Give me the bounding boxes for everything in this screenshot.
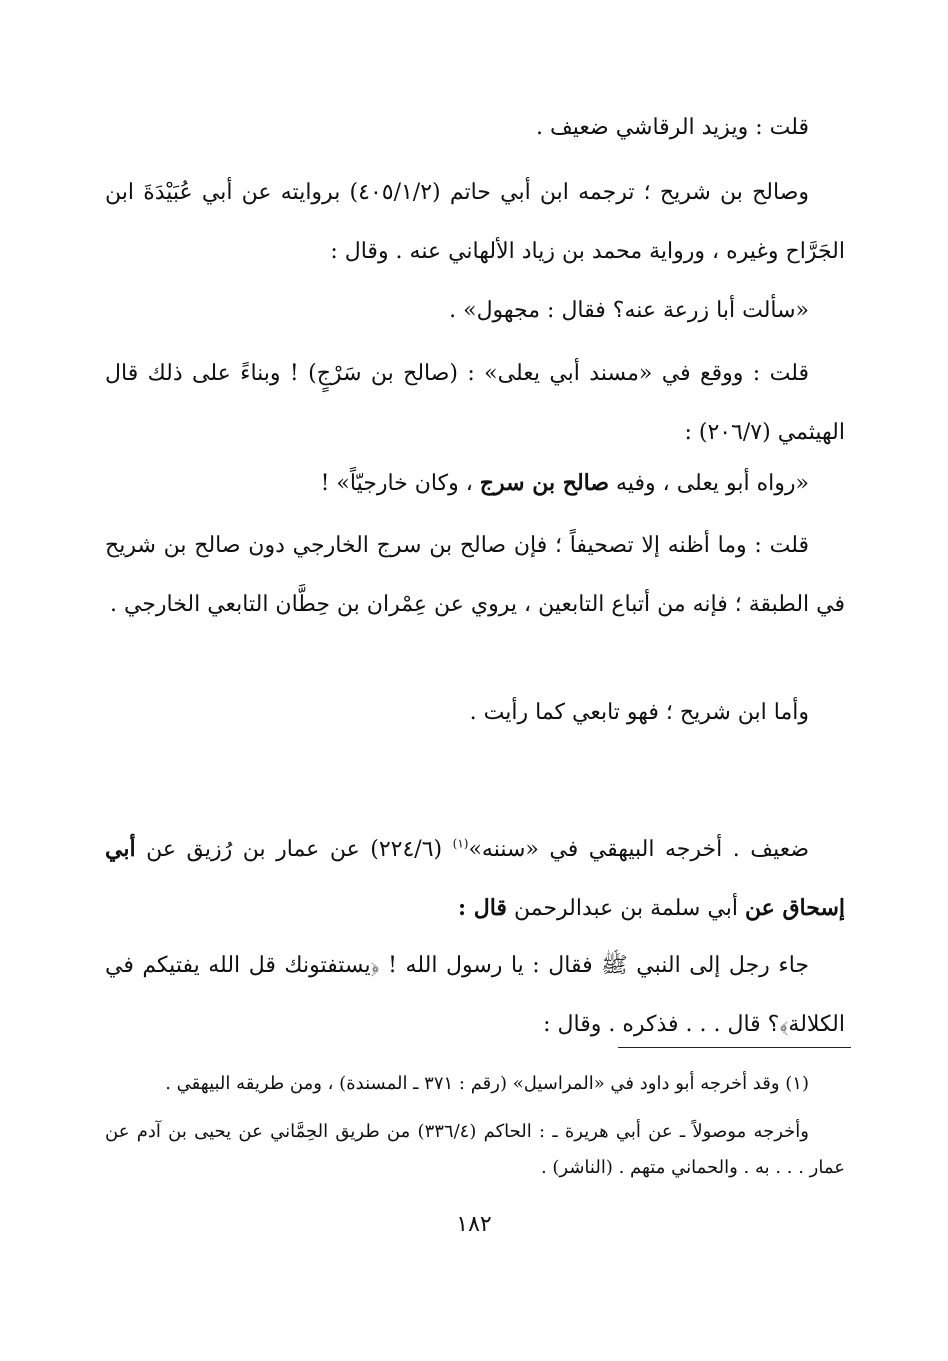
paragraph-5 <box>105 454 845 513</box>
p8-text-c: أبي سلمة بن عبدالرحمن <box>506 896 745 921</box>
paragraph-1: قلت : ويزيد الرقاشي ضعيف . <box>536 115 809 140</box>
quote-end: ، وكان خارجيّاً» ! <box>320 471 480 496</box>
p8-bold-a: أبي إسحاق عن <box>105 836 845 921</box>
footnote-1: (١) وقد أخرجه أبو داود في «المراسيل» (رقم : ٣٧١ ـ المسندة) ، ومن طريقه البيهقي . <box>165 1073 809 1094</box>
paragraph-4: قلت : ووقع في «مسند أبي يعلى» : (صالح بن سَرْجٍ) ! وبناءً على ذلك قال الهيثمي (٢٠٦/٧) : <box>105 361 845 445</box>
paragraph-9: جاء رجل إلى النبي ﷺ فقال : يا رسول الله ! ﴿يستفتونك قل الله يفتيكم في الكلالة﴾؟ قال . . . فذكره . وقال : <box>105 953 845 1037</box>
paragraph-6: قلت : وما أظنه إلا تصحيفاً ؛ فإن صالح بن سرج الخارجي دون صالح بن شريح في الطبقة ؛ فإنه من أتباع التابعين ، يروي عن عِمْران بن حِطَّان التابعي الخارجي . <box>105 533 845 617</box>
p8-text-b: (٢٢٤/٦) عن عمار بن رُزيق عن <box>135 837 453 862</box>
quote-bold-name: صالح بن سرج <box>479 470 610 496</box>
page-number: ١٨٢ <box>456 1212 492 1237</box>
quote-start: «رواه أبو يعلى ، وفيه <box>609 471 809 496</box>
paragraph-7: وأما ابن شريح ؛ فهو تابعي كما رأيت . <box>469 700 809 725</box>
footnote-2: وأخرجه موصولاً ـ عن أبي هريرة ـ : الحاكم (٣٣٦/٤) من طريق الحِمَّاني عن يحيى بن آدم عن عمار . . . به . والحماني متهم . (الناشر) . <box>105 1121 845 1178</box>
footnote-divider <box>618 1047 851 1048</box>
footnote-marker: (١) <box>452 836 469 851</box>
p8-bold-b: قال : <box>457 895 507 921</box>
paragraph-2: وصالح بن شريح ؛ ترجمه ابن أبي حاتم (٤٠٥/١/٢) بروايته عن أبي عُبَيْدَةَ ابن الجَرَّاح وغيره ، ورواية محمد بن زياد الألهاني عنه . وقال : <box>105 180 845 264</box>
p8-text-a: ضعيف . أخرجه البيهقي في «سننه» <box>468 837 809 862</box>
paragraph-3: «سألت أبا زرعة عنه؟ فقال : مجهول» . <box>449 298 809 323</box>
paragraph-8 <box>105 820 845 938</box>
